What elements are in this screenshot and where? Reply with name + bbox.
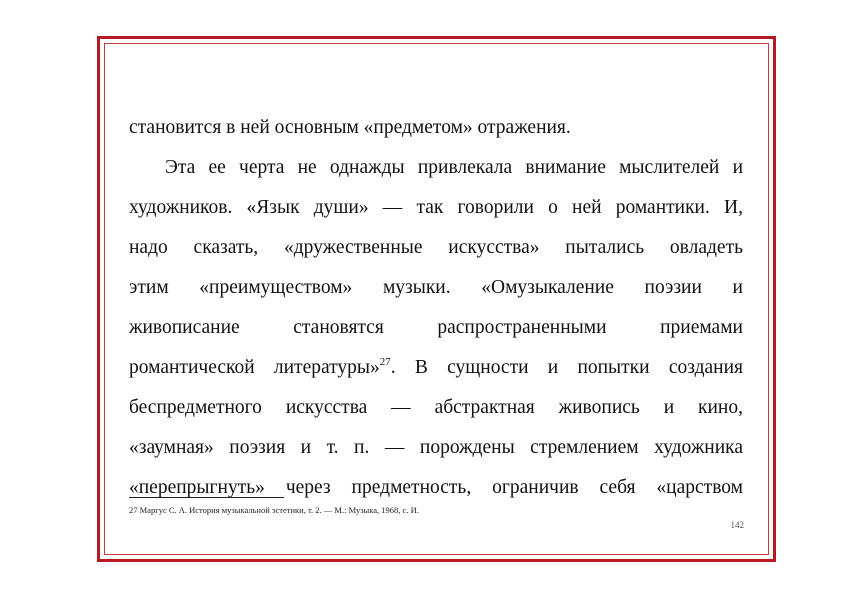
text-line: надо сказать, «дружественные искусства» пытались овладеть	[129, 237, 743, 258]
text-line: «заумная» поэзия и т. п. — порождены стремлением художника	[129, 437, 743, 458]
text-line: живописание становятся распространенными приемами	[129, 317, 743, 338]
text-segment: романтической литературы»	[129, 357, 380, 378]
footnote: 27 Маргус С. А. История музыкальной эстетики, т. 2. — М.: Музыка, 1968, с. И.	[129, 505, 419, 515]
text-line: художников. «Язык души» — так говорили о ней романтики. И,	[129, 197, 743, 218]
text-line: становится в ней основным «предметом» отражения.	[129, 117, 571, 138]
text-line: этим «преимуществом» музыки. «Омузыкаление поэзии и	[129, 277, 743, 298]
text-line	[129, 354, 743, 382]
text-line: Эта ее черта не однажды привлекала внимание мыслителей и	[165, 157, 743, 178]
footnote-ref: 27	[379, 356, 391, 368]
footnote-separator	[129, 497, 284, 498]
text-line: «перепрыгнуть» через предметность, ограничив себя «царством	[129, 477, 743, 498]
page-number: 142	[730, 520, 744, 530]
text-line: беспредметного искусства — абстрактная живопись и кино,	[129, 397, 743, 418]
text-segment: . В сущности и попытки создания	[390, 357, 743, 378]
